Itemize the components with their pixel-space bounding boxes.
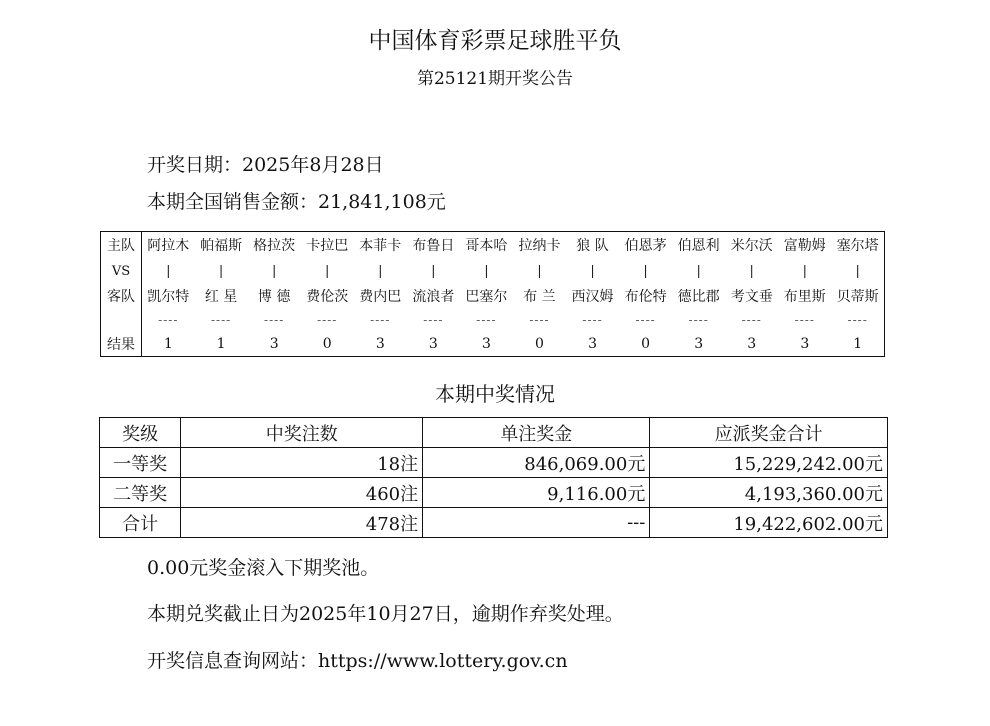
unit-prize: 846,069.00元 xyxy=(423,448,650,478)
prize-row-first xyxy=(100,448,888,478)
home-team: 富勒姆 xyxy=(783,238,826,254)
match-result: 0 xyxy=(535,336,544,352)
dash-mark: ---- xyxy=(476,313,497,327)
away-team: 流浪者 xyxy=(412,289,455,305)
prize-row-total xyxy=(100,508,888,538)
prize-table xyxy=(99,417,888,538)
vs-mark: | xyxy=(537,263,542,279)
prize-level: 合计 xyxy=(100,508,181,538)
result-label: 结果 xyxy=(101,332,142,357)
winner-count: 18注 xyxy=(181,448,423,478)
vs-mark: | xyxy=(749,263,754,279)
website-note: 开奖信息查询网站：https://www.lottery.gov.cn xyxy=(147,650,568,672)
home-team: 米尔沃 xyxy=(730,238,773,254)
away-team: 博 德 xyxy=(257,289,291,305)
match-result: 1 xyxy=(163,336,173,352)
dash-mark: ---- xyxy=(264,313,285,327)
away-team: 西汉姆 xyxy=(571,289,614,305)
home-team: 本菲卡 xyxy=(359,238,402,254)
away-team: 贝蒂斯 xyxy=(836,289,879,305)
prize-level: 一等奖 xyxy=(100,448,181,478)
home-team: 布鲁日 xyxy=(412,238,455,254)
home-team: 帕福斯 xyxy=(200,238,243,254)
rollover-note: 0.00元奖金滚入下期奖池。 xyxy=(147,557,380,579)
sales-amount: 本期全国销售金额：21,841,108元 xyxy=(147,191,446,213)
draw-date: 开奖日期：2025年8月28日 xyxy=(147,154,384,176)
dash-mark: ---- xyxy=(794,313,815,327)
home-team-row xyxy=(101,232,885,259)
away-team-row xyxy=(101,284,885,308)
match-results-table xyxy=(100,231,885,357)
header-total-prize: 应派奖金合计 xyxy=(650,418,888,448)
vs-mark: | xyxy=(378,263,383,279)
winner-count: 478注 xyxy=(181,508,423,538)
announcement-title: 中国体育彩票足球胜平负 xyxy=(368,28,622,54)
dash-mark: ---- xyxy=(582,313,603,327)
dash-mark: ---- xyxy=(158,313,179,327)
dash-mark: ---- xyxy=(529,313,550,327)
match-result: 3 xyxy=(588,336,597,352)
dash-mark: ---- xyxy=(423,313,444,327)
match-result: 3 xyxy=(375,336,385,352)
match-result: 1 xyxy=(216,336,226,352)
header-level: 奖级 xyxy=(100,418,181,448)
away-team: 凯尔特 xyxy=(147,289,190,305)
vs-mark: | xyxy=(590,263,595,279)
prize-level: 二等奖 xyxy=(100,478,181,508)
home-team: 塞尔塔 xyxy=(836,238,879,254)
deadline-note: 本期兑奖截止日为2025年10月27日，逾期作弃奖处理。 xyxy=(147,603,624,625)
dash-mark: ---- xyxy=(688,313,709,327)
dash-mark: ---- xyxy=(370,313,391,327)
vs-mark: | xyxy=(218,263,224,279)
match-result: 3 xyxy=(269,336,279,352)
total-prize: 19,422,602.00元 xyxy=(650,508,888,538)
away-team: 布 兰 xyxy=(523,289,556,305)
away-team: 布里斯 xyxy=(783,289,826,305)
home-team: 阿拉木 xyxy=(147,238,190,254)
match-result: 3 xyxy=(800,336,810,352)
away-team: 费内巴 xyxy=(359,289,402,305)
home-team: 伯恩利 xyxy=(677,238,720,254)
away-team: 布伦特 xyxy=(624,289,667,305)
dash-mark: ---- xyxy=(317,313,338,327)
vs-mark: | xyxy=(166,263,171,279)
dash-mark: ---- xyxy=(210,313,232,327)
home-team: 狼 队 xyxy=(576,238,609,254)
vs-mark: | xyxy=(271,263,277,279)
vs-mark: | xyxy=(431,263,436,279)
vs-row xyxy=(101,258,885,284)
issue-subtitle: 第25121期开奖公告 xyxy=(416,69,574,89)
away-team: 考文垂 xyxy=(730,289,773,305)
total-prize: 4,193,360.00元 xyxy=(650,478,888,508)
match-result: 1 xyxy=(853,336,863,352)
dash-mark: ---- xyxy=(635,313,656,327)
away-team: 巴塞尔 xyxy=(465,289,508,305)
away-team: 德比郡 xyxy=(677,289,720,305)
vs-label: VS xyxy=(101,258,142,284)
vs-mark: | xyxy=(696,263,701,279)
result-row xyxy=(101,332,885,357)
match-result: 3 xyxy=(428,336,438,352)
dash-mark: ---- xyxy=(741,313,762,327)
prize-row-second xyxy=(100,478,888,508)
prize-section-title: 本期中奖情况 xyxy=(435,382,555,406)
vs-mark: | xyxy=(802,263,807,279)
vs-mark: | xyxy=(643,263,648,279)
home-team: 卡拉巴 xyxy=(306,238,349,254)
match-result: 3 xyxy=(481,336,491,352)
away-team: 红 星 xyxy=(204,289,238,305)
home-label: 主队 xyxy=(101,232,142,259)
total-prize: 15,229,242.00元 xyxy=(650,448,888,478)
home-team: 哥本哈 xyxy=(465,238,508,254)
winner-count: 460注 xyxy=(181,478,423,508)
home-team: 格拉茨 xyxy=(253,238,296,254)
away-label: 客队 xyxy=(101,284,142,308)
unit-prize: --- xyxy=(423,508,650,538)
header-unit-prize: 单注奖金 xyxy=(423,418,650,448)
dash-mark: ---- xyxy=(847,313,868,327)
prize-header-row xyxy=(100,418,888,448)
vs-mark: | xyxy=(484,263,489,279)
separator-row xyxy=(101,308,885,332)
header-count: 中奖注数 xyxy=(181,418,423,448)
vs-mark: | xyxy=(855,263,860,279)
match-result: 0 xyxy=(322,336,332,352)
away-team: 费伦茨 xyxy=(306,289,349,305)
separator-label-cell xyxy=(101,308,142,332)
match-result: 3 xyxy=(747,336,757,352)
home-team: 拉纳卡 xyxy=(518,238,561,254)
match-result: 3 xyxy=(694,336,704,352)
vs-mark: | xyxy=(325,263,330,279)
unit-prize: 9,116.00元 xyxy=(423,478,650,508)
match-result: 0 xyxy=(641,336,651,352)
home-team: 伯恩茅 xyxy=(624,238,667,254)
